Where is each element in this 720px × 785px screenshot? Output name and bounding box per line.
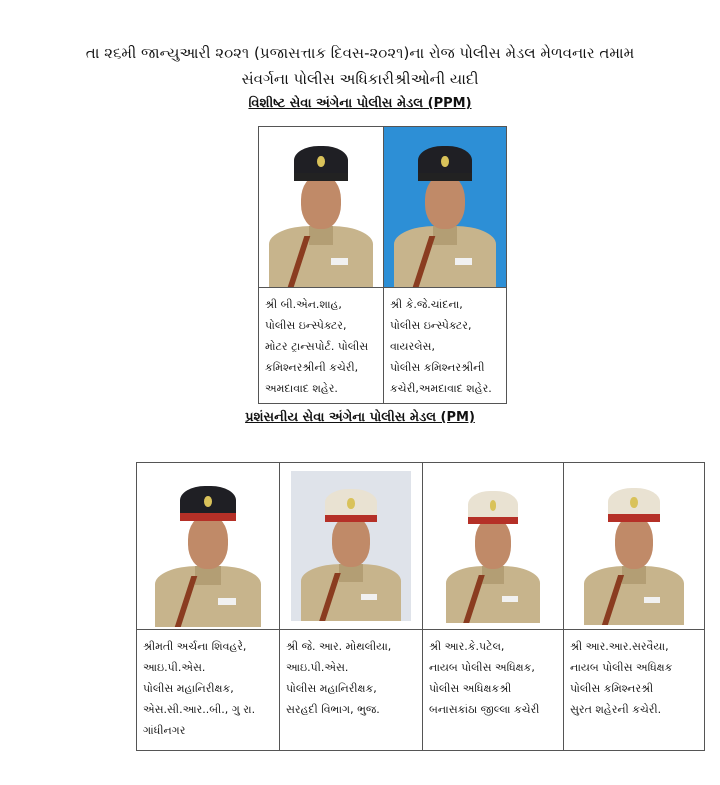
- officer-detail: પોલીસ મહાનિરીક્ષક,: [143, 682, 234, 695]
- officer-detail: સુરત શહેરની કચેરી.: [570, 703, 662, 716]
- pm-photo-cell-4: [564, 463, 705, 630]
- officer-detail: મોટર ટ્રાન્સપોર્ટ. પોલીસ: [265, 340, 369, 353]
- pm-officer-text-3: [423, 630, 564, 751]
- pm-officer-text-4: [564, 630, 705, 751]
- officer-photo: [384, 127, 506, 287]
- officer-name: શ્રી આર.કે.પટેલ,: [429, 640, 505, 653]
- officer-photo: [437, 473, 549, 623]
- officer-photo: [574, 469, 694, 625]
- officer-name: શ્રીમતી અર્ચના શિવહરે,: [143, 640, 247, 653]
- officer-detail: આઇ.પી.એસ.: [143, 661, 206, 674]
- officer-detail: એસ.સી.આર..બી., ગુ રા.: [143, 703, 256, 716]
- officer-detail: કમિશ્નરશ્રીની કચેરી,: [265, 361, 359, 374]
- ppm-photo-cell-2: [384, 127, 507, 288]
- officer-photo: [259, 127, 383, 287]
- pm-officer-text-2: [280, 630, 423, 751]
- officer-detail: પોલીસ મહાનિરીક્ષક,: [286, 682, 377, 695]
- pm-officer-text-1: [137, 630, 280, 751]
- officer-detail: પોલીસ ઇન્સ્પેક્ટર,: [390, 319, 472, 332]
- officer-detail: પોલીસ ઇન્સ્પેક્ટર,: [265, 319, 347, 332]
- officer-detail: નાયબ પોલીસ અધિક્ષક: [570, 661, 673, 674]
- officer-detail: સરહદી વિભાગ, ભુજ.: [286, 703, 380, 716]
- ppm-officer-text-2: [384, 288, 507, 404]
- officer-detail: અમદાવાદ શહેર.: [265, 382, 338, 395]
- officer-photo: [145, 467, 271, 627]
- officer-detail: પોલીસ કમિશ્નરશ્રી: [570, 682, 654, 695]
- document-title-line-2: સંવર્ગના પોલીસ અધિકારીશ્રીઓની યાદી: [241, 70, 479, 88]
- officer-detail: આઇ.પી.એસ.: [286, 661, 349, 674]
- officer-photo: [291, 471, 411, 621]
- pm-heading: પ્રશંસનીય સેવા અંગેના પોલીસ મેડલ (PM): [245, 410, 475, 425]
- officer-detail: પોલીસ અધિક્ષકશ્રી: [429, 682, 512, 695]
- officer-detail: વાયરલેસ,: [390, 340, 435, 353]
- pm-photo-cell-1: [137, 463, 280, 630]
- document-title-line-1: તા ૨૬મી જાન્યુઆરી ૨૦૨૧ (પ્રજાસત્તાક દિવસ-૨૦૨૧)ના રોજ પોલીસ મેડલ મેળવનાર તમામ: [85, 44, 635, 62]
- officer-detail: ગાંધીનગર: [143, 724, 186, 737]
- ppm-officer-text-1: [259, 288, 384, 404]
- officer-detail: પોલીસ કમિશ્નરશ્રીની: [390, 361, 485, 374]
- officer-name: શ્રી આર.આર.સરવૈયા,: [570, 640, 669, 653]
- officer-name: શ્રી જે. આર. મોથલીયા,: [286, 640, 392, 653]
- ppm-table: [258, 126, 507, 404]
- officer-name: શ્રી કે.જે.ચાંદના,: [390, 298, 463, 311]
- pm-photo-cell-2: [280, 463, 423, 630]
- ppm-photo-cell-1: [259, 127, 384, 288]
- officer-detail: બનાસકાંઠા જીલ્લા કચેરી: [429, 703, 540, 716]
- officer-detail: કચેરી,અમદાવાદ શહેર.: [390, 382, 492, 395]
- pm-photo-cell-3: [423, 463, 564, 630]
- ppm-heading: વિશીષ્ટ સેવા અંગેના પોલીસ મેડલ (PPM): [248, 96, 472, 111]
- officer-detail: નાયબ પોલીસ અધિક્ષક,: [429, 661, 535, 674]
- officer-name: શ્રી બી.એન.શાહ,: [265, 298, 342, 311]
- pm-table: [136, 462, 705, 751]
